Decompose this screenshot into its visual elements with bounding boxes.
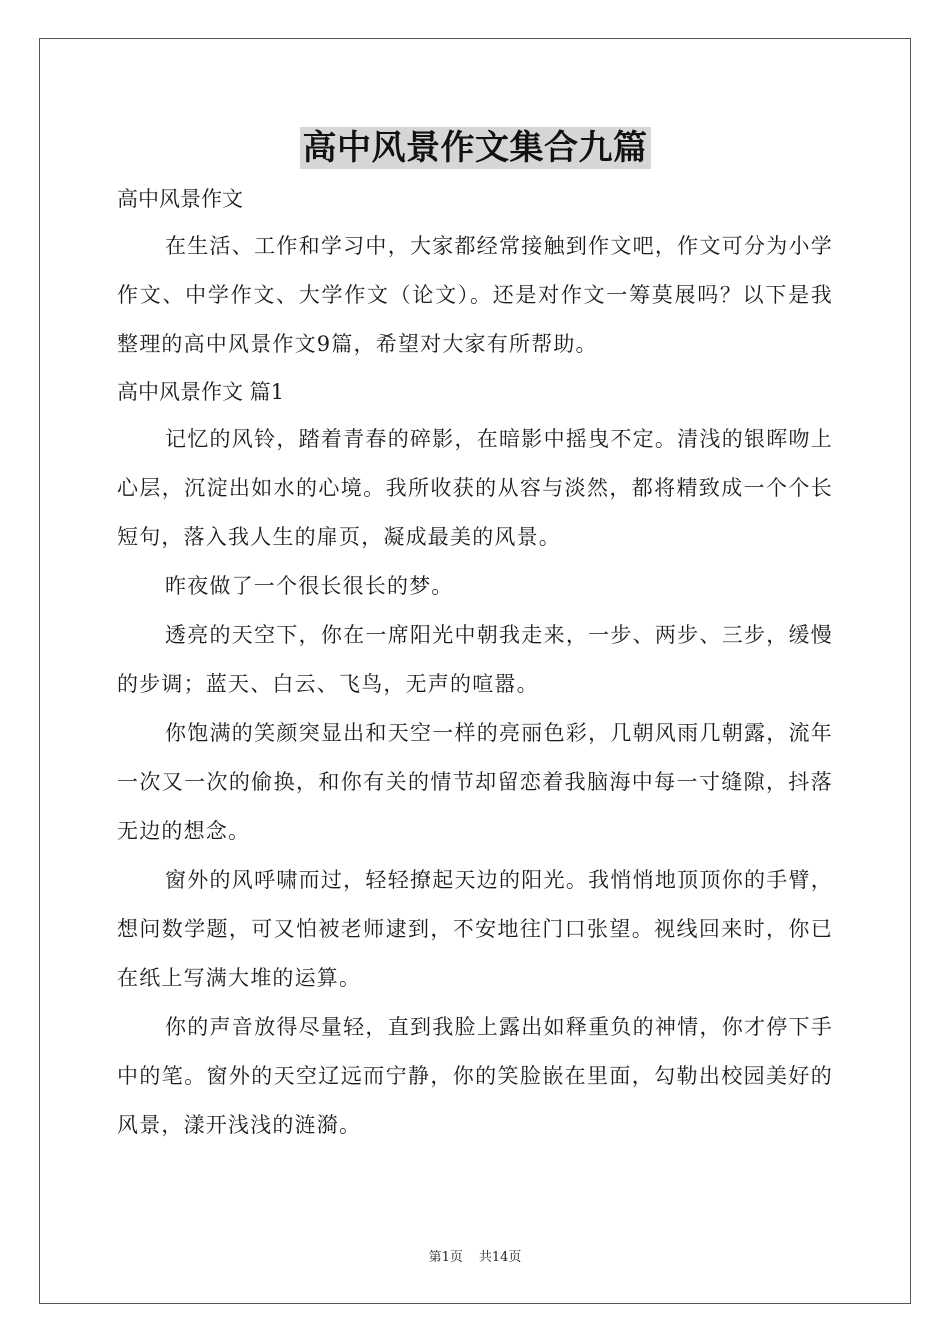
paragraph: 你饱满的笑颜突显出和天空一样的亮丽色彩，几朝风雨几朝露，流年一次又一次的偷换，和你有关的情节却留恋着我脑海中每一寸缝隙，抖落无边的想念。 <box>117 721 833 843</box>
document-body <box>117 176 833 1150</box>
paragraph: 窗外的风呼啸而过，轻轻撩起天边的阳光。我悄悄地顶顶你的手臂，想问数学题，可又怕被老师逮到，不安地往门口张望。视线回来时，你已在纸上写满大堆的运算。 <box>117 868 833 990</box>
section-heading: 高中风景作文 篇1 <box>117 380 285 404</box>
section-heading: 高中风景作文 <box>117 187 243 211</box>
title-container <box>0 127 950 169</box>
page-number-total: 共14页 <box>478 1250 522 1265</box>
paragraph: 在生活、工作和学习中，大家都经常接触到作文吧，作文可分为小学作文、中学作文、大学作文（论文）。还是对作文一筹莫展吗？以下是我整理的高中风景作文9篇，希望对大家有所帮助。 <box>117 234 833 356</box>
paragraph: 昨夜做了一个很长很长的梦。 <box>165 574 454 598</box>
paragraph: 记忆的风铃，踏着青春的碎影，在暗影中摇曳不定。清浅的银晖吻上心层，沉淀出如水的心境。我所收获的从容与淡然，都将精致成一个个长短句，落入我人生的扉页，凝成最美的风景。 <box>117 427 833 549</box>
paragraph: 你的声音放得尽量轻，直到我脸上露出如释重负的神情，你才停下手中的笔。窗外的天空辽远而宁静，你的笑脸嵌在里面，勾勒出校园美好的风景，漾开浅浅的涟漪。 <box>117 1015 833 1137</box>
paragraph: 透亮的天空下，你在一席阳光中朝我走来，一步、两步、三步，缓慢的步调；蓝天、白云、飞鸟，无声的喧嚣。 <box>117 623 833 696</box>
page-number-current: 第1页 <box>428 1250 463 1265</box>
page-footer <box>0 1246 950 1265</box>
document-title: 高中风景作文集合九篇 <box>300 127 651 169</box>
